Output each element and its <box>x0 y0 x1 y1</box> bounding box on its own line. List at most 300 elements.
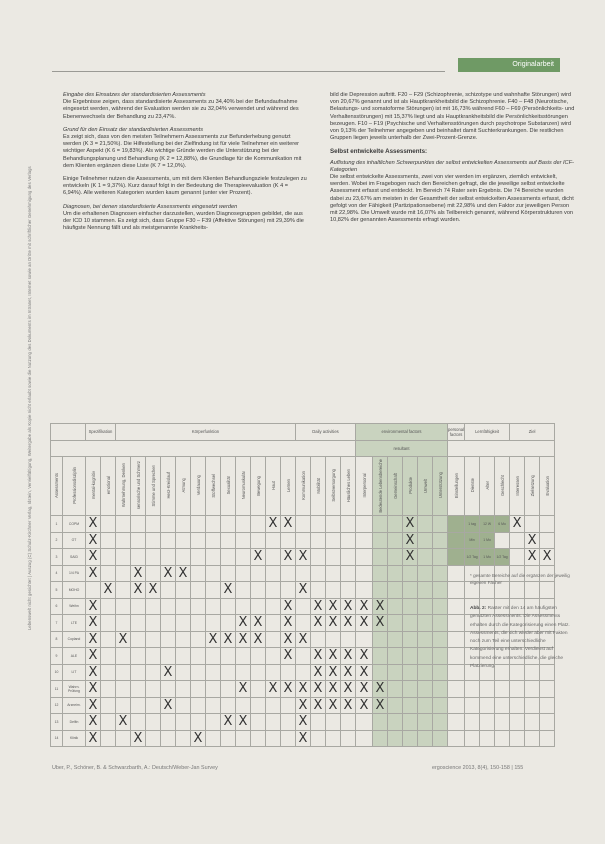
column-header-label: Mobilität <box>315 477 321 494</box>
column-header-label: Haut <box>270 481 276 490</box>
cell-mark: X <box>176 565 191 582</box>
cell-empty <box>236 598 251 615</box>
cell-empty <box>403 631 418 648</box>
cell-empty <box>236 516 251 533</box>
cell-empty <box>206 681 221 698</box>
cell-empty <box>146 714 161 731</box>
cell-empty <box>161 681 176 698</box>
paragraph-heading: Eingabe des Einsatzes der standardisierten Assessments <box>63 92 206 98</box>
column-header <box>251 457 266 516</box>
cell-empty <box>161 730 176 747</box>
cell-mark: X <box>311 681 326 698</box>
row-assessment-code: Arzneim. <box>63 697 86 714</box>
cell-mark: X <box>86 598 101 615</box>
figure-caption <box>470 605 570 671</box>
cell-mark: X <box>326 615 341 632</box>
cell-empty <box>510 714 525 731</box>
cell-empty <box>388 697 403 714</box>
row-number: 12 <box>51 697 63 714</box>
column-header <box>373 457 388 516</box>
row-number: 14 <box>51 730 63 747</box>
cell-empty <box>116 648 131 665</box>
cell-empty <box>281 532 296 549</box>
cell-empty <box>251 714 266 731</box>
cell-empty <box>525 697 540 714</box>
cell-mark: X <box>373 598 388 615</box>
cell-empty <box>131 697 146 714</box>
column-header-label: Zielsetzung <box>529 474 535 497</box>
cell-empty <box>176 697 191 714</box>
cell-empty <box>433 730 448 747</box>
subgroup-header: resultant <box>356 440 448 457</box>
cell-empty <box>161 532 176 549</box>
cell-mark: X <box>236 615 251 632</box>
cell-empty <box>146 681 161 698</box>
cell-mark: X <box>86 681 101 698</box>
cell-empty <box>403 598 418 615</box>
column-header-label: Selbstversorgung <box>330 469 336 502</box>
cell-mark: X <box>341 664 356 681</box>
cell-mark: X <box>161 565 176 582</box>
cell-mark: X <box>191 730 206 747</box>
cell-empty <box>433 582 448 599</box>
section-rubric: Originalarbeit <box>458 58 560 72</box>
cell-empty <box>326 549 341 566</box>
cell-empty <box>525 516 540 533</box>
cell-empty <box>296 664 311 681</box>
row-number: 11 <box>51 681 63 698</box>
cell-empty <box>146 516 161 533</box>
cell-mark: X <box>86 516 101 533</box>
cell-empty <box>388 549 403 566</box>
cell-mark: X <box>86 664 101 681</box>
cell-empty <box>236 582 251 599</box>
cell-empty <box>221 648 236 665</box>
cell-empty <box>236 648 251 665</box>
cell-empty <box>480 681 495 698</box>
cell-empty <box>266 714 281 731</box>
cell-mark: X <box>403 532 418 549</box>
table-note: * gesamte Bereiche auf die ergänzen der jeweilig eigenen Fächer <box>470 573 570 585</box>
row-number: 8 <box>51 631 63 648</box>
cell-empty <box>146 631 161 648</box>
cell-empty <box>403 681 418 698</box>
cell-mark: X <box>86 631 101 648</box>
column-header <box>540 457 555 516</box>
cell-empty <box>418 532 433 549</box>
group-header: Ziel <box>510 424 555 441</box>
cell-empty <box>146 598 161 615</box>
cell-mark: X <box>131 565 146 582</box>
cell-empty <box>296 648 311 665</box>
cell-empty <box>251 582 266 599</box>
cell-empty <box>266 648 281 665</box>
cell-mark: X <box>221 714 236 731</box>
cell-empty <box>540 697 555 714</box>
cell-empty <box>448 664 465 681</box>
footer-journal: ergoscience 2013, 8(4), 150-158 | 155 <box>432 765 524 771</box>
column-header <box>221 457 236 516</box>
cell-empty <box>281 565 296 582</box>
cell-empty <box>221 697 236 714</box>
row-number: 6 <box>51 598 63 615</box>
cell-mark: X <box>251 549 266 566</box>
column-header <box>191 457 206 516</box>
cell-empty <box>448 582 465 599</box>
cell-empty <box>373 730 388 747</box>
subgroup-row <box>51 440 555 457</box>
cell-mark: X <box>326 664 341 681</box>
cell-empty <box>373 714 388 731</box>
column-header <box>206 457 221 516</box>
paragraph: Die selbst entwickelte Assessments, zwei von vier werden im ergänzen, ziemlich entwickelt, werden. Wobei im Fragebogen nach den Bereichen gefragt, die die jeweilige selbst entwickelte Assessment erfasst und entdeckt. Im Bereich 74 Rater sein Ergebnis. Die 74 Bereiche wurden dabei zu 23,67% am meisten in der Gesamtheit der selbst entwickelten Assessments erfasst, dicht gefolgt von der Fähigkeit (Partizipationsebene) mit 22,98% und den Faktor zur jeweiligen Person mit 22,98%. Die Umwelt wurde mit 16,07% als Teilbereich genannt, während Körperstrukturen von 10,82% der genannten Assessments erfragt wurden. <box>330 174 574 224</box>
row-value: Min <box>465 532 480 549</box>
cell-empty <box>176 631 191 648</box>
cell-empty <box>356 631 373 648</box>
column-header-label: Stoffwechsel <box>210 473 216 498</box>
cell-mark: X <box>221 631 236 648</box>
cell-empty <box>433 565 448 582</box>
cell-empty <box>101 681 116 698</box>
cell-empty <box>266 664 281 681</box>
table-row <box>51 697 555 714</box>
group-header: Spezifikation <box>86 424 116 441</box>
cell-empty <box>510 549 525 566</box>
cell-empty <box>176 648 191 665</box>
cell-mark: X <box>356 615 373 632</box>
cell-empty <box>131 615 146 632</box>
cell-empty <box>146 532 161 549</box>
column-header <box>296 457 311 516</box>
header-rule <box>52 71 445 72</box>
right-column <box>330 92 575 230</box>
cell-mark: X <box>266 516 281 533</box>
cell-empty <box>540 532 555 549</box>
cell-empty <box>116 598 131 615</box>
table-row <box>51 681 555 698</box>
cell-mark: X <box>86 730 101 747</box>
cell-empty <box>296 532 311 549</box>
cell-empty <box>251 565 266 582</box>
cell-empty <box>433 598 448 615</box>
cell-mark: X <box>86 615 101 632</box>
cell-empty <box>296 516 311 533</box>
cell-empty <box>131 714 146 731</box>
cell-empty <box>311 582 326 599</box>
row-assessment-code: MOHO <box>63 582 86 599</box>
cell-empty <box>221 615 236 632</box>
row-number: 10 <box>51 664 63 681</box>
cell-mark: X <box>373 615 388 632</box>
paragraph: Um die erhaltenen Diagnosen einfacher darzustellen, wurden Diagnosegruppen gebildet, die aus der ICD 10 stammen. Es zeigt sich, dass Gruppe F30 – F39 (Affektive Störungen) mit 29,39% die häufigste Nennung fällt und als meistgenannte Krankheits- <box>63 210 304 232</box>
cell-empty <box>373 516 388 533</box>
cell-empty <box>465 681 480 698</box>
cell-mark: X <box>281 516 296 533</box>
cell-mark: X <box>161 697 176 714</box>
cell-empty <box>191 648 206 665</box>
cell-empty <box>221 598 236 615</box>
cell-empty <box>433 532 448 549</box>
cell-mark: X <box>281 648 296 665</box>
row-assessment-code: LTE <box>63 615 86 632</box>
paragraph: Die Ergebnisse zeigen, dass standardisierte Assessments zu 34,40% bei der Befundaufnahme eingesetzt werden, während der Evaluation werden sie zu 32,04% verwendet und während des Ebenenwechsels der Behandlung zu 23,47%. <box>63 99 299 120</box>
cell-empty <box>236 664 251 681</box>
cell-empty <box>251 532 266 549</box>
column-header <box>101 457 116 516</box>
cell-empty <box>206 549 221 566</box>
cell-empty <box>341 532 356 549</box>
left-column <box>63 92 308 238</box>
cell-empty <box>146 730 161 747</box>
table-row <box>51 532 555 549</box>
cell-empty <box>418 631 433 648</box>
cell-mark: X <box>311 664 326 681</box>
cell-empty <box>448 565 465 582</box>
column-header <box>146 457 161 516</box>
column-header-label: Herz-Kreislauf <box>165 472 171 499</box>
cell-empty <box>341 582 356 599</box>
cell-mark: X <box>281 631 296 648</box>
column-header <box>356 457 373 516</box>
column-header-label: Häusliches Leben <box>345 468 351 503</box>
cell-empty <box>388 532 403 549</box>
cell-empty <box>101 631 116 648</box>
cell-empty <box>116 582 131 599</box>
cell-empty <box>221 664 236 681</box>
cell-empty <box>448 631 465 648</box>
cell-empty <box>131 681 146 698</box>
row-assessment-code: 1/4 PA <box>63 565 86 582</box>
cell-empty <box>448 516 465 533</box>
cell-empty <box>176 664 191 681</box>
cell-empty <box>191 516 206 533</box>
column-header-label: Professionsdisziplin <box>71 467 77 504</box>
column-header-label: Unterstützung <box>437 472 443 499</box>
column-header <box>63 457 86 516</box>
column-header <box>465 457 480 516</box>
cell-empty <box>418 615 433 632</box>
paragraph-heading: Selbst entwickelte Assessments: <box>330 148 428 156</box>
cell-empty <box>206 730 221 747</box>
subgroup-blank <box>51 440 356 457</box>
cell-mark: X <box>341 697 356 714</box>
cell-empty <box>356 565 373 582</box>
cell-empty <box>480 697 495 714</box>
paragraph-heading: Auflistung des inhaltlichen Schwerpunktes der selbst entwickelten Assessments auf Basis der ICF-Kategorien <box>330 159 574 173</box>
cell-empty <box>176 516 191 533</box>
cell-empty <box>266 697 281 714</box>
cell-empty <box>206 516 221 533</box>
column-header <box>311 457 326 516</box>
cell-empty <box>281 697 296 714</box>
column-header <box>176 457 191 516</box>
cell-empty <box>388 615 403 632</box>
cell-mark: X <box>356 697 373 714</box>
cell-empty <box>480 714 495 731</box>
cell-empty <box>161 516 176 533</box>
cell-mark: X <box>251 631 266 648</box>
cell-mark: X <box>131 582 146 599</box>
cell-empty <box>206 532 221 549</box>
group-header-row <box>51 424 555 441</box>
cell-empty <box>251 648 266 665</box>
cell-empty <box>418 549 433 566</box>
cell-empty <box>388 516 403 533</box>
cell-empty <box>101 549 116 566</box>
cell-empty <box>281 730 296 747</box>
cell-empty <box>296 565 311 582</box>
cell-mark: X <box>236 714 251 731</box>
cell-empty <box>373 582 388 599</box>
cell-empty <box>418 730 433 747</box>
cell-mark: X <box>356 681 373 698</box>
cell-empty <box>101 697 116 714</box>
column-header-label: Bedeutende Lebensbereiche <box>377 458 383 513</box>
cell-empty <box>236 730 251 747</box>
row-assessment-code: Weihn <box>63 598 86 615</box>
column-header-label: Neuromuskulär <box>240 471 246 500</box>
cell-mark: X <box>266 681 281 698</box>
paragraph: bild die Depression auftritt. F20 – F29 (Schizophrenie, schizotype und wahnhafte Störungen) wird von 20,67% genannt und ist als Hauptkrankheitsbild die Schizophrenie. F40 – F48 (Neurotische, Belastungs- und somatoforme Störungen) ist mit 16,73% während F60 – F69 (Persönlichkeits- und Verhaltensstörungen) mit 15,37% liegt und als Hauptkrankheitsbild die Persönlichkeitsstörungen bezeugen. F10 – F19 (Psychische und Verhaltensstörungen durch psychotrope Substanzen) wird von 9,13% der Teilnehmer angegeben und beinhaltet damit Suchterkrankungen. Die restlichen Gruppen liegen jeweils unterhalb der Zwei-Prozent-Grenze. <box>330 92 575 142</box>
cell-empty <box>495 697 510 714</box>
cell-empty <box>311 565 326 582</box>
cell-empty <box>206 714 221 731</box>
cell-mark: X <box>281 681 296 698</box>
cell-empty <box>433 664 448 681</box>
cell-empty <box>448 697 465 714</box>
cell-empty <box>251 730 266 747</box>
table-row <box>51 549 555 566</box>
cell-empty <box>448 714 465 731</box>
cell-empty <box>236 532 251 549</box>
cell-empty <box>146 615 161 632</box>
column-header-label: Atmung <box>180 478 186 493</box>
column-header <box>403 457 418 516</box>
cell-empty <box>191 582 206 599</box>
cell-empty <box>388 582 403 599</box>
cell-empty <box>176 615 191 632</box>
cell-empty <box>206 565 221 582</box>
cell-empty <box>448 598 465 615</box>
cell-empty <box>373 549 388 566</box>
cell-empty <box>176 681 191 698</box>
cell-empty <box>146 697 161 714</box>
cell-empty <box>356 532 373 549</box>
cell-empty <box>131 648 146 665</box>
cell-mark: X <box>356 648 373 665</box>
cell-mark: X <box>296 549 311 566</box>
cell-mark: X <box>311 598 326 615</box>
column-header <box>236 457 251 516</box>
cell-empty <box>373 532 388 549</box>
footer-citation: Uber, P., Schöner, B. & Schwarzbarth, A.: Deutsch/Weber-Jan Survey <box>52 765 218 771</box>
cell-empty <box>161 714 176 731</box>
cell-empty <box>403 565 418 582</box>
caption-text: Raster mit den 14 am häufigsten genutzten Assessments. Die Assessments erhalten durch die Kategorisierung einen Platz. Assessments, die sich wieder aber mit Fakten noch zum Teil eine unterschiedliche Kategorisierung erhalten. Verdienst auf kommend eine unterschiedliche, die gleiche Platzierung. <box>470 606 570 670</box>
cell-empty <box>101 532 116 549</box>
cell-empty <box>146 549 161 566</box>
cell-empty <box>403 615 418 632</box>
cell-empty <box>176 714 191 731</box>
cell-mark: X <box>101 582 116 599</box>
row-assessment-code: OT <box>63 532 86 549</box>
column-header-label: Geschlecht <box>499 475 505 496</box>
cell-empty <box>116 730 131 747</box>
group-header: Lernfähigkeit <box>465 424 510 441</box>
cell-empty <box>311 714 326 731</box>
cell-empty <box>266 615 281 632</box>
cell-empty <box>116 549 131 566</box>
cell-empty <box>116 516 131 533</box>
cell-empty <box>191 598 206 615</box>
group-header: Körperfunktion <box>116 424 296 441</box>
column-header-label: Produkte <box>407 477 413 494</box>
cell-mark: X <box>206 631 221 648</box>
cell-empty <box>418 697 433 714</box>
cell-empty <box>388 714 403 731</box>
cell-empty <box>251 697 266 714</box>
row-assessment-code: Wahrn. Prüfung <box>63 681 86 698</box>
cell-empty <box>311 631 326 648</box>
cell-empty <box>206 582 221 599</box>
cell-empty <box>311 532 326 549</box>
subgroup-blank <box>448 440 555 457</box>
cell-empty <box>116 565 131 582</box>
column-header-label: Kommunikation <box>300 471 306 500</box>
row-number: 2 <box>51 532 63 549</box>
cell-empty <box>251 681 266 698</box>
cell-empty <box>403 582 418 599</box>
cell-empty <box>388 565 403 582</box>
column-header-label: Lernen <box>285 478 291 493</box>
cell-mark: X <box>86 565 101 582</box>
cell-mark: X <box>221 582 236 599</box>
cell-empty <box>418 648 433 665</box>
cell-empty <box>433 697 448 714</box>
cell-empty <box>146 648 161 665</box>
column-header <box>116 457 131 516</box>
cell-empty <box>131 631 146 648</box>
column-header <box>448 457 465 516</box>
column-header-label: Verdauung <box>195 475 201 496</box>
column-header-label: Evaluation <box>544 475 550 496</box>
cell-empty <box>341 631 356 648</box>
cell-empty <box>131 516 146 533</box>
cell-mark: X <box>296 730 311 747</box>
cell-empty <box>206 664 221 681</box>
cell-mark: X <box>86 648 101 665</box>
column-header-label: Sexualität <box>225 476 231 495</box>
cell-empty <box>356 714 373 731</box>
cell-empty <box>433 631 448 648</box>
column-header-label: Alter <box>484 481 490 490</box>
cell-mark: X <box>356 664 373 681</box>
cell-mark: X <box>356 598 373 615</box>
cell-empty <box>525 730 540 747</box>
cell-empty <box>311 516 326 533</box>
cell-empty <box>448 648 465 665</box>
column-header <box>86 457 101 516</box>
cell-empty <box>176 532 191 549</box>
cell-empty <box>296 598 311 615</box>
cell-empty <box>161 648 176 665</box>
cell-empty <box>131 532 146 549</box>
cell-empty <box>221 565 236 582</box>
cell-empty <box>388 631 403 648</box>
cell-empty <box>161 631 176 648</box>
row-number: 4 <box>51 565 63 582</box>
column-header-label: Gemeinschaft <box>392 472 398 499</box>
